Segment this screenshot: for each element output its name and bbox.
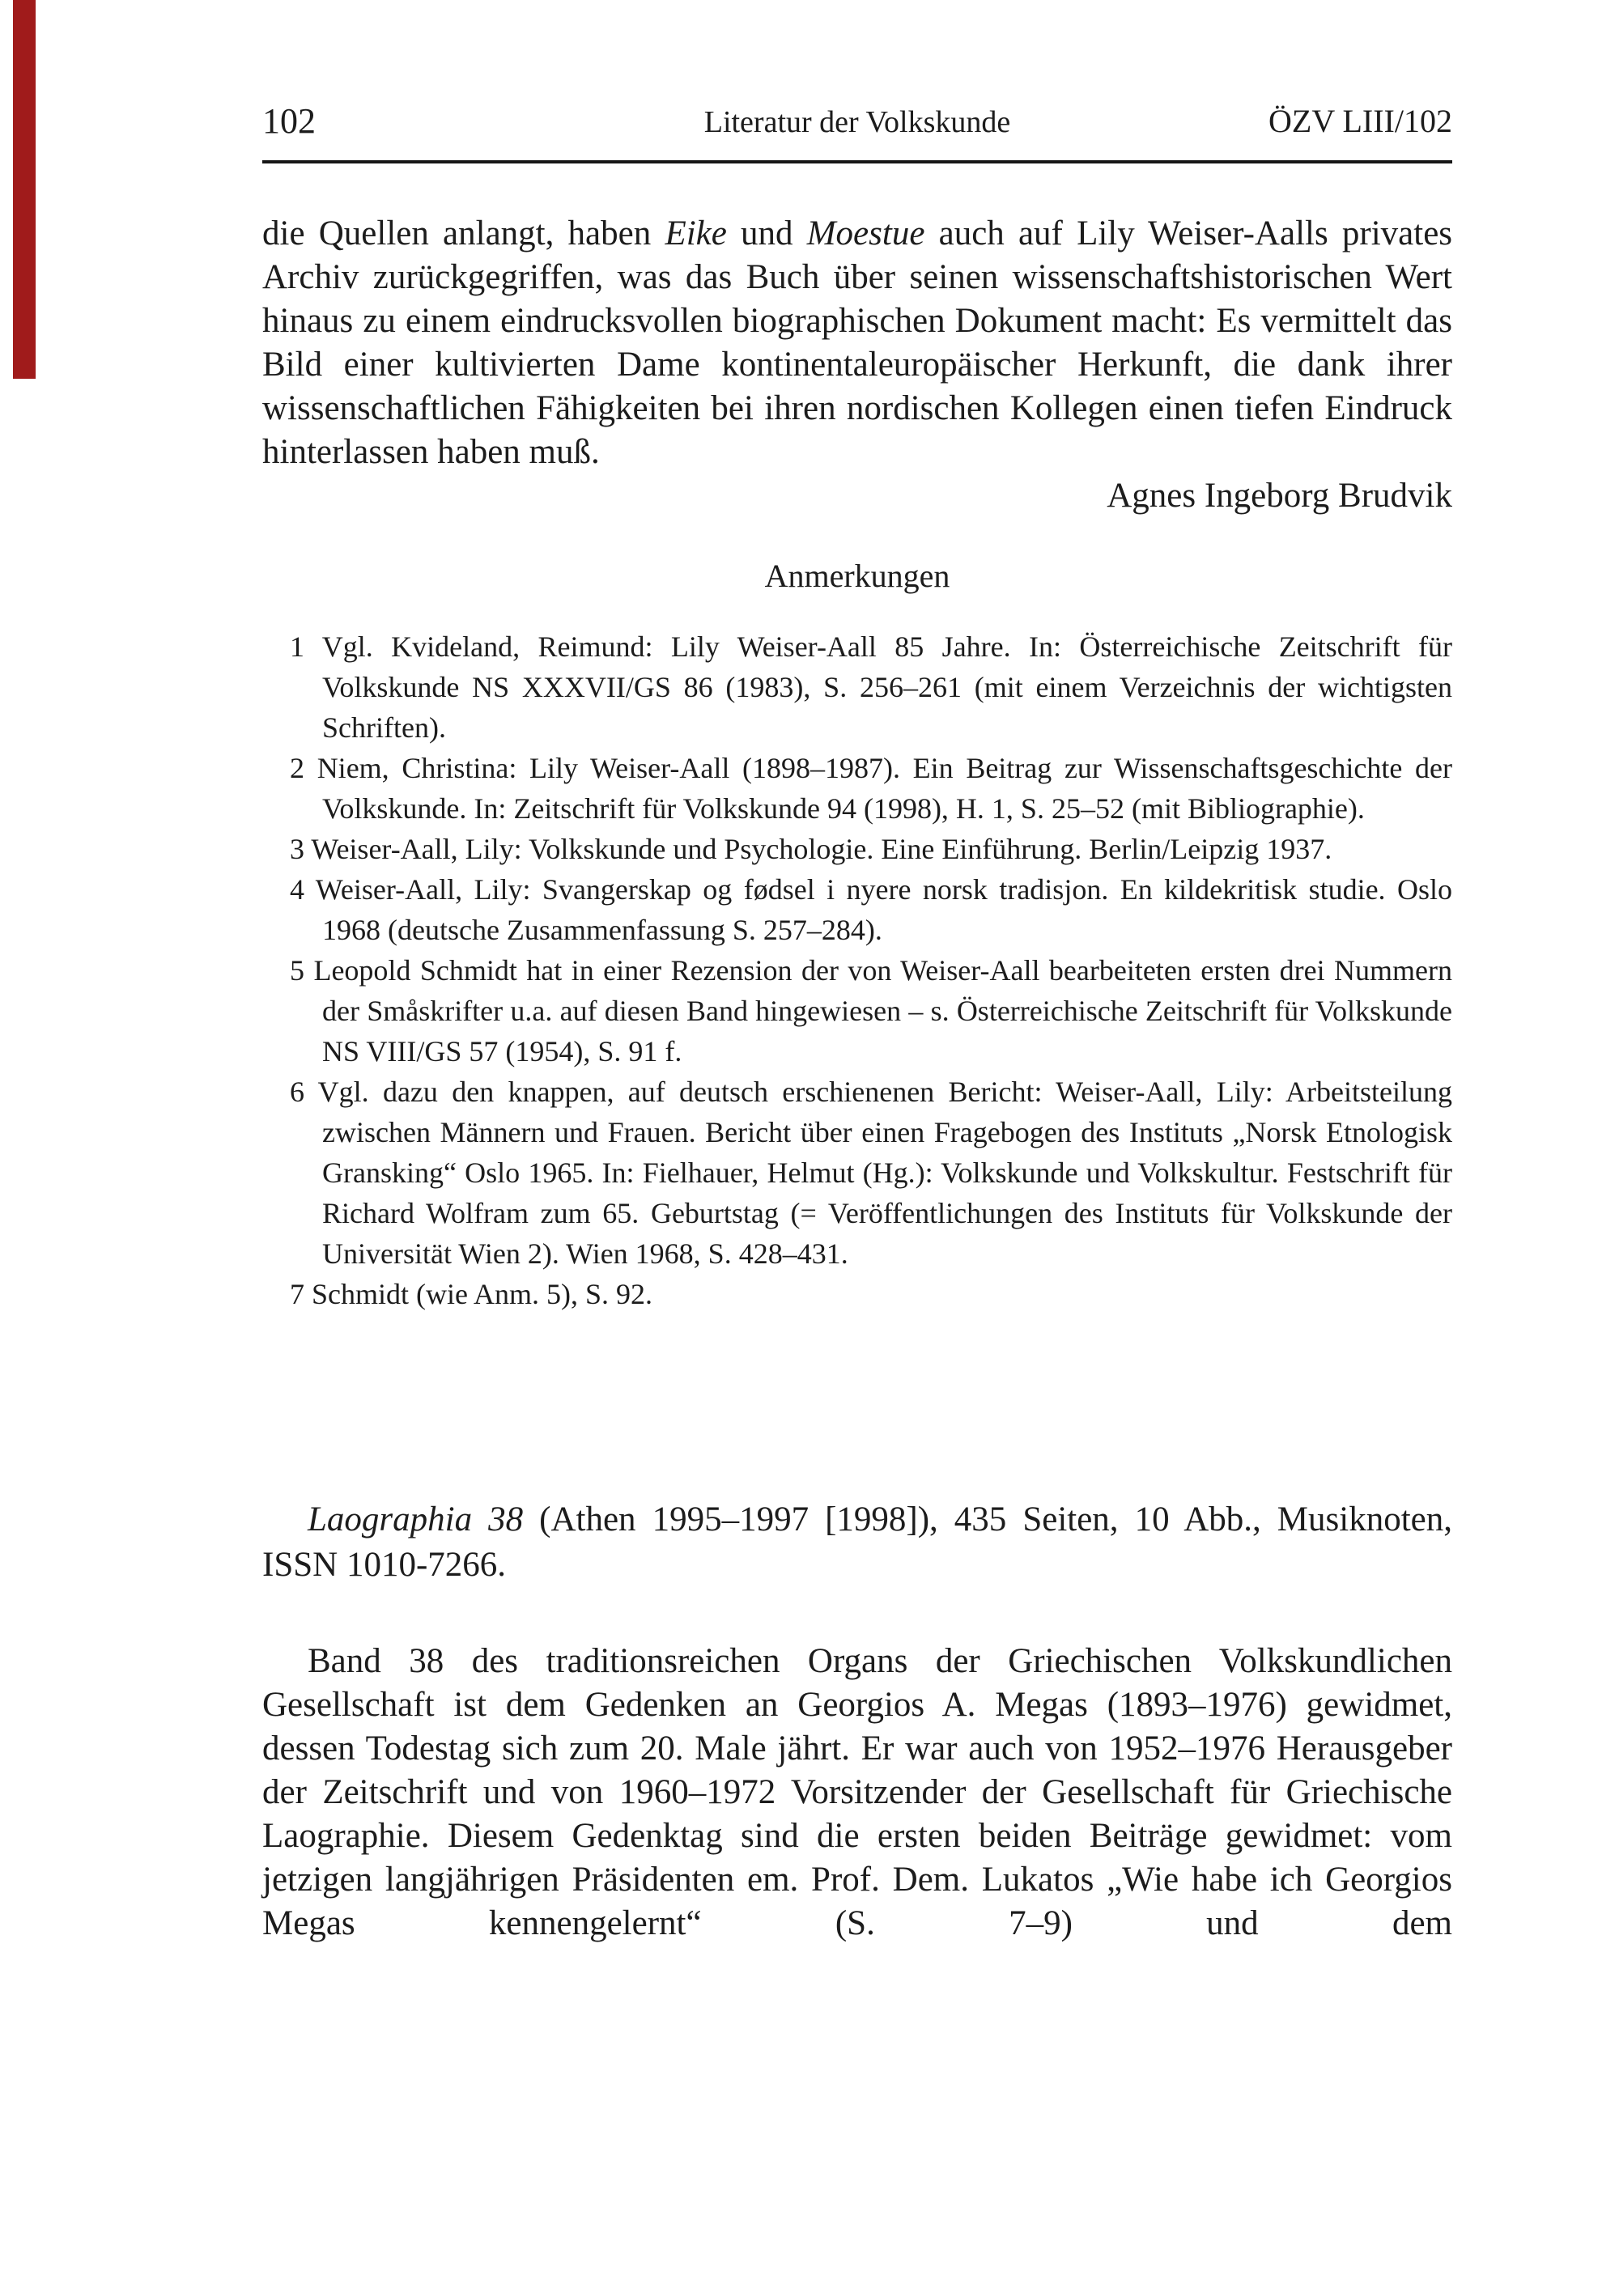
note-number: 4 [290,873,304,906]
note-text: Weiser-Aall, Lily: Volkskunde und Psychologie. Eine Einführung. Berlin/Leipzig 1937. [311,833,1332,865]
biblio-details: (Athen 1995–1997 [1998]), 435 Seiten, 10 Abb., Musiknoten, ISSN 1010-7266. [262,1500,1452,1584]
text-run: auch auf Lily Weiser-Aalls privates Archiv zurückgegriffen, was das Buch über seinen wissenschaftshistorischen Wert hinaus zu einem eindrucksvollen biographischen Dokument macht: Es vermittelt das Bild einer kultivierten Dame kontinentaleuropäischer Herkunft, die dank ihrer wissenschaftlichen Fähigkeiten bei ihren nordischen Kollegen einen tiefen Eindruck hinterlassen haben muß. [262,214,1453,471]
biblio-line [262,1497,1452,1588]
text-run: die Quellen anlangt, haben [262,214,665,253]
note-item [290,950,1452,1072]
note-number: 7 [290,1278,304,1310]
note-number: 2 [290,752,304,784]
note-text: Leopold Schmidt hat in einer Rezension der von Weiser-Aall bearbeiteten ersten drei Nummern der Småskrifter u.a. auf diesen Band hingewiesen – s. Österreichische Zeitschrift für Volkskunde NS VIII/GS 57 (1954), S. 91 f. [313,954,1453,1067]
note-item [290,1274,1452,1314]
note-number: 5 [290,954,304,987]
note-number: 6 [290,1076,304,1108]
review-body-paragraph: Band 38 des traditionsreichen Organs der Griechischen Volkskundlichen Gesellschaft ist dem Gedenken an Georgios A. Megas (1893–1976) gewidmet, dessen Todestag sich zum 20. Male jährt. Er war auch von 1952–1976 Herausgeber der Zeitschrift und von 1960–1972 Vorsitzender der Gesellschaft für Griechische Laographie. Diesem Gedenktag sind die ersten beiden Beiträge gewidmet: vom jetzigen langjährigen Präsidenten em. Prof. Dem. Lukatos „Wie habe ich Georgios Megas kennengelernt“ (S. 7–9) und dem [262,1642,1452,1942]
volume-label: ÖZV LIII/102 [1268,103,1452,139]
note-text: Vgl. Kvideland, Reimund: Lily Weiser-Aall 85 Jahre. In: Österreichische Zeitschrift für Volkskunde NS XXXVII/GS 86 (1983), S. 256–261 (mit einem Verzeichnis der wichtigsten Schriften). [321,630,1452,744]
page-header [262,97,1452,139]
note-number: 3 [290,833,304,865]
reviewer-signature: Agnes Ingeborg Brudvik [1107,477,1452,515]
header-divider [262,160,1452,163]
notes-heading: Anmerkungen [764,558,950,594]
note-item [290,1072,1452,1274]
note-item [290,829,1452,869]
note-text: Schmidt (wie Anm. 5), S. 92. [312,1278,652,1310]
note-text: Niem, Christina: Lily Weiser-Aall (1898–1987). Ein Beitrag zur Wissenschaftsgeschichte der Volkskunde. In: Zeitschrift für Volkskunde 94 (1998), H. 1, S. 25–52 (mit Bibliographie). [317,752,1453,825]
page-number: 102 [262,101,316,141]
italic-name-run: Eike [665,214,727,253]
running-title: Literatur der Volkskunde [703,105,1011,139]
note-item [290,869,1452,950]
page-content [262,0,1452,1946]
note-text: Weiser-Aall, Lily: Svangerskap og fødsel i nyere norsk tradisjon. En kildekritisk studie. Oslo 1968 (deutsche Zusammenfassung S. 257–284). [315,873,1452,946]
scan-edge-artifact [13,0,36,379]
italic-name-run: Moestue [806,214,925,253]
text-run: und [726,214,807,253]
review-closing-paragraph [262,212,1452,474]
notes-list [262,626,1452,1314]
note-item [290,748,1452,829]
note-item [290,626,1452,748]
note-text: Vgl. dazu den knappen, auf deutsch erschienenen Bericht: Weiser-Aall, Lily: Arbeitsteilung zwischen Männern und Frauen. Bericht über einen Fragebogen des Instituts „Norsk Etnologisk Gransking“ Oslo 1965. In: Fielhauer, Helmut (Hg.): Volkskunde und Volkskultur. Festschrift für Richard Wolfram zum 65. Geburtstag (= Veröffentlichungen des Instituts für Volkskunde der Universität Wien 2). Wien 1968, S. 428–431. [317,1076,1452,1270]
reviewed-journal-title: Laographia 38 [308,1500,524,1538]
note-number: 1 [290,630,304,663]
